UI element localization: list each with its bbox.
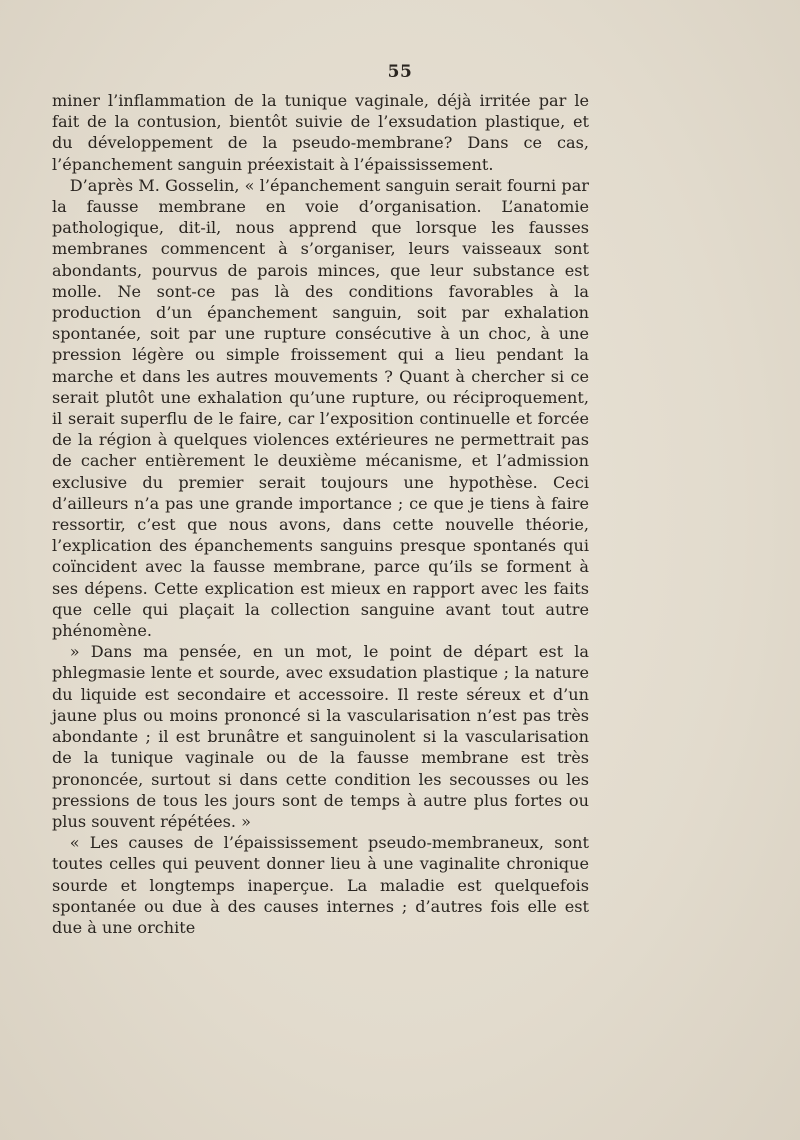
- paragraph-phlegmasie: » Dans ma pensée, en un mot, le point de départ est la phlegmasie lente et sourde, avec exsudation plastique ; la nature du liquide est secondaire et accessoire. Il reste séreux et d’un jaune plus ou moins prononcé si la vascularisation n’est pas très abondante ; il est brunâtre et sanguinolent si la vascularisation de la tunique vaginale ou de la fausse membrane est très prononcée, surtout si dans cette condition les secousses ou les pressions de tous les jours sont de temps à autre plus fortes ou plus souvent répétées. »: [52, 642, 589, 831]
- paragraph-continued: miner l’inflammation de la tunique vaginale, déjà irritée par le fait de la contusion, bientôt suivie de l’exsudation plastique, et du développement de la pseudo-membrane? Dans ce cas, l’épanchement sanguin préexistait à l’épaississement.: [52, 91, 589, 174]
- paragraph-gosselin-quote: D’après M. Gosselin, « l’épanchement sanguin serait fourni par la fausse membrane en voie d’organisation. L’anatomie pathologique, dit-il, nous apprend que lorsque les fausses membranes commencent à s’organiser, leurs vaisseaux sont abondants, pourvus de parois minces, que leur substance est molle. Ne sont-ce pas là des conditions favorables à la production d’un épanchement sanguin, soit par exhalation spontanée, soit par une rupture consécutive à un choc, à une pression légère ou simple froissement qui a lieu pendant la marche et dans les autres mouvements ? Quant à chercher si ce serait plutôt une exhalation qu’une rupture, ou réciproquement, il serait superflu de le faire, car l’exposition continuelle et forcée de la région à quelques violences extérieures ne permettrait pas de cacher entièrement le deuxième mécanisme, et l’admission exclusive du premier serait toujours une hypothèse. Ceci d’ailleurs n’a pas une grande importance ; ce que je tiens à faire ressortir, c’est que nous avons, dans cette nouvelle théorie, l’explication des épanchements sanguins presque spontanés qui coïncident avec la fausse membrane, parce qu’ils se forment à ses dépens. Cette explication est mieux en rapport avec les faits que celle qui plaçait la collection sanguine avant tout autre phénomène.: [52, 175, 589, 641]
- paragraph-causes: « Les causes de l’épaississement pseudo-membraneux, sont toutes celles qui peuvent donner lieu à une vaginalite chronique sourde et longtemps inaperçue. La maladie est quelquefois spontanée ou due à des causes internes ; d’autres fois elle est due à une orchite: [52, 833, 589, 937]
- page-number: 55: [387, 62, 413, 82]
- body-text: [52, 90, 589, 938]
